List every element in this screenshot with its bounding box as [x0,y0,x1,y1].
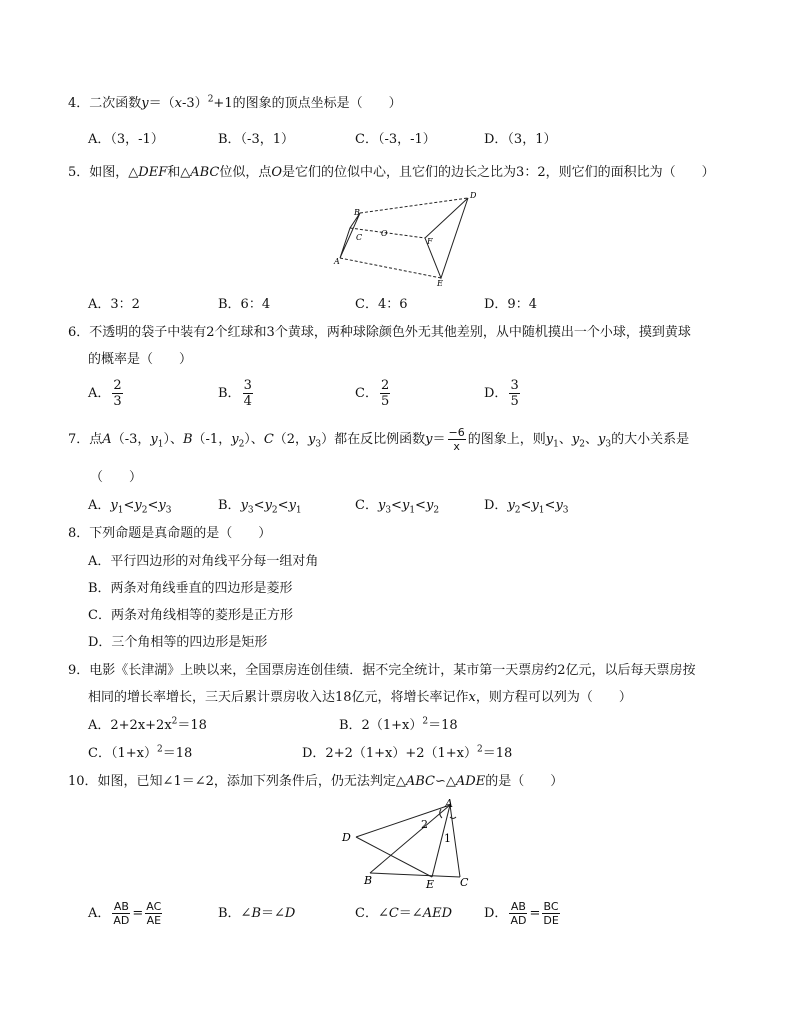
q9-option-c[interactable]: C．$(1+x)^2=18$ [88,744,193,761]
q8-option-b[interactable]: B．两条对角线垂直的四边形是菱形 [88,581,293,596]
label-c: C [460,876,469,889]
q8-option-a[interactable]: A．平行四边形的对角线平分每一组对角 [88,554,319,569]
question-8-stem: 8．下列命题是真命题的是（ ） [68,526,272,541]
q10-option-c[interactable]: C．∠C＝∠AED [355,906,453,921]
question-6-line1: 6．不透明的袋子中装有2个红球和3个黄球，两种球除颜色外无其他差别，从中随机摸出一个小球，摸到黄球 [68,325,691,340]
q4-option-d[interactable]: D．（3，1） [484,132,557,147]
q5-option-b[interactable]: B．6：4 [218,297,271,312]
question-10-stem: 10．如图，已知∠1＝∠2，添加下列条件后，仍无法判定△ABC∽△ADE的是（ ） [68,774,564,789]
q6-option-d[interactable]: D． $\frac{3}{5}$ [484,378,519,409]
label-angle-2: 2 [421,818,428,831]
q8-option-d[interactable]: D．三个角相等的四边形是矩形 [88,635,268,650]
q5-option-d[interactable]: D．9：4 [484,297,537,312]
q5-option-c[interactable]: C．4：6 [355,297,408,312]
question-7-blank: （ ） [90,470,143,485]
q10-option-b[interactable]: B．∠B＝∠D [218,906,296,921]
q4-option-a[interactable]: A．（3，-1） [88,132,164,147]
label-o: O [381,229,388,238]
label-b: B [354,208,360,217]
q9-option-a[interactable]: A．$2+2x+2x^2=18$ [88,716,207,733]
question-5-stem: 5．如图，△DEF和△ABC位似，点O是它们的位似中心，且它们的边长之比为3：2，则它们的面积比为（ ） [68,165,715,180]
label-angle-1: 1 [444,832,451,845]
label-d: D [470,191,477,200]
label-c: C [356,233,363,242]
q10-option-d[interactable]: D． $\frac{AB}{AD}$ = $\frac{BC}{DE}$ [484,900,559,927]
question-9-line1: 9．电影《长津湖》上映以来，全国票房连创佳绩．据不完全统计，某市第一天票房约2亿元，以后每天票房按 [68,663,696,678]
q4-option-c[interactable]: C．（-3，-1） [355,132,436,147]
q6-option-b[interactable]: B． $\frac{3}{4}$ [218,378,252,409]
label-a: A [334,257,340,266]
label-f: F [427,237,433,246]
label-b: B [364,874,373,887]
question-4-stem: 4．二次函数$y=(x-3)^2+1$的图象的顶点坐标是（ ） [68,94,402,111]
question-7-stem: 7．点A（-3，$y_1$）、B（-1，$y_2$）、C（2，$y_3$）都在反比例函数y＝ $\frac{-6}{x}$ 的图象上，则$y_1$、$y_2$、$y_3$的大小关系是 [68,426,690,453]
question-9-line2: 相同的增长率增长，三天后累计票房收入达18亿元，将增长率记作x，则方程可以列为（ ） [88,690,632,705]
question-6-line2: 的概率是（ ） [88,352,193,367]
label-e: E [437,279,443,288]
q6-option-a[interactable]: A． $\frac{2}{3}$ [88,378,122,409]
q6-option-c[interactable]: C． $\frac{2}{5}$ [355,378,390,409]
q9-option-d[interactable]: D．$2+2(1+x)+2(1+x)^2=18$ [302,744,513,761]
q7-option-b[interactable]: B．$y_3<y_2<y_1$ [218,498,302,516]
q5-option-a[interactable]: A．3：2 [88,297,140,312]
label-d: D [342,831,351,844]
q10-option-a[interactable]: A． $\frac{AB}{AD}$ = $\frac{AC}{AE}$ [88,900,162,927]
q9-option-b[interactable]: B．$2(1+x)^2=18$ [339,716,458,733]
similar-triangles-figure [338,797,478,892]
q7-option-c[interactable]: C．$y_3<y_1<y_2$ [355,498,440,516]
label-e: E [426,878,435,891]
homothety-figure [330,188,490,288]
q7-option-d[interactable]: D．$y_2<y_1<y_3$ [484,498,569,516]
label-a: A [445,797,453,810]
q8-option-c[interactable]: C．两条对角线相等的菱形是正方形 [88,608,293,623]
q7-option-a[interactable]: A．$y_1<y_2<y_3$ [88,498,172,516]
q4-option-b[interactable]: B．（-3，1） [218,132,294,147]
